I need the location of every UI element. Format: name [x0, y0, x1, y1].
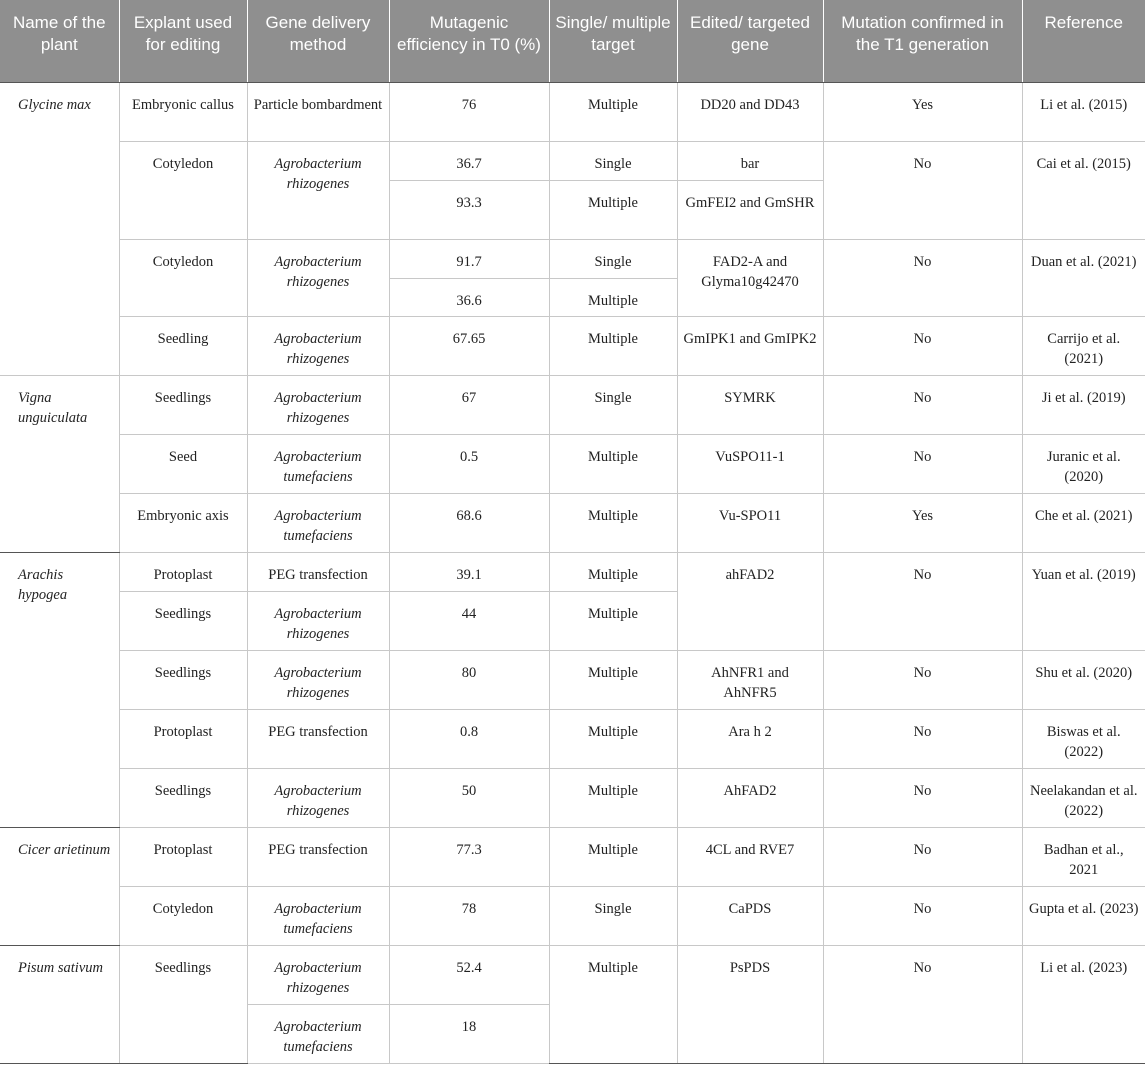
efficiency-cell: 36.6: [389, 278, 549, 316]
gene-cell: GmIPK1 and GmIPK2: [677, 316, 823, 375]
target-cell: Multiple: [549, 434, 677, 493]
table-row: [0, 316, 1145, 375]
delivery-cell: PEG transfection: [247, 709, 389, 768]
header-plant: Name of the plant: [0, 0, 119, 82]
efficiency-cell: 0.5: [389, 434, 549, 493]
efficiency-cell: 50: [389, 768, 549, 827]
header-delivery: Gene delivery method: [247, 0, 389, 82]
explant-cell: Seedlings: [119, 375, 247, 434]
gene-cell: FAD2-A and Glyma10g42470: [677, 239, 823, 316]
header-reference: Reference: [1022, 0, 1145, 82]
gene-cell: CaPDS: [677, 886, 823, 945]
reference-cell: Gupta et al. (2023): [1022, 886, 1145, 945]
gene-cell: ahFAD2: [677, 552, 823, 650]
target-cell: Single: [549, 141, 677, 180]
table-row: [0, 434, 1145, 493]
t1-cell: No: [823, 768, 1022, 827]
explant-cell: Protoplast: [119, 709, 247, 768]
reference-cell: Li et al. (2015): [1022, 82, 1145, 141]
reference-cell: Juranic et al. (2020): [1022, 434, 1145, 493]
table-row: [0, 552, 1145, 591]
table-row: [0, 493, 1145, 552]
efficiency-cell: 0.8: [389, 709, 549, 768]
delivery-cell: Agrobacterium rhizogenes: [247, 768, 389, 827]
table-row: [0, 886, 1145, 945]
gene-cell: PsPDS: [677, 945, 823, 1063]
delivery-cell: Agrobacterium tumefaciens: [247, 493, 389, 552]
reference-cell: Cai et al. (2015): [1022, 141, 1145, 239]
t1-cell: No: [823, 552, 1022, 650]
table-row: [0, 945, 1145, 1004]
table-row: [0, 650, 1145, 709]
table-row: [0, 239, 1145, 278]
explant-cell: Seedlings: [119, 650, 247, 709]
header-t1: Mutation confirmed in the T1 generation: [823, 0, 1022, 82]
t1-cell: Yes: [823, 493, 1022, 552]
table-row: [0, 141, 1145, 180]
plant-cell: Cicer arietinum: [0, 827, 119, 945]
target-cell: Multiple: [549, 709, 677, 768]
efficiency-cell: 78: [389, 886, 549, 945]
efficiency-cell: 67: [389, 375, 549, 434]
t1-cell: No: [823, 650, 1022, 709]
target-cell: Multiple: [549, 552, 677, 591]
delivery-cell: Agrobacterium rhizogenes: [247, 316, 389, 375]
target-cell: Multiple: [549, 650, 677, 709]
target-cell: Multiple: [549, 768, 677, 827]
delivery-cell: PEG transfection: [247, 552, 389, 591]
target-cell: Multiple: [549, 180, 677, 239]
target-cell: Multiple: [549, 827, 677, 886]
delivery-cell: Agrobacterium tumefaciens: [247, 434, 389, 493]
efficiency-cell: 52.4: [389, 945, 549, 1004]
explant-cell: Seed: [119, 434, 247, 493]
explant-cell: Seedlings: [119, 945, 247, 1063]
efficiency-cell: 68.6: [389, 493, 549, 552]
explant-cell: Cotyledon: [119, 239, 247, 316]
gene-cell: GmFEI2 and GmSHR: [677, 180, 823, 239]
efficiency-cell: 80: [389, 650, 549, 709]
gene-cell: Ara h 2: [677, 709, 823, 768]
reference-cell: Duan et al. (2021): [1022, 239, 1145, 316]
explant-cell: Seedlings: [119, 591, 247, 650]
gene-cell: bar: [677, 141, 823, 180]
delivery-cell: Agrobacterium tumefaciens: [247, 886, 389, 945]
gene-cell: SYMRK: [677, 375, 823, 434]
header-row: [0, 0, 1145, 82]
efficiency-cell: 36.7: [389, 141, 549, 180]
gene-cell: VuSPO11-1: [677, 434, 823, 493]
delivery-cell: Agrobacterium rhizogenes: [247, 375, 389, 434]
t1-cell: No: [823, 709, 1022, 768]
efficiency-cell: 91.7: [389, 239, 549, 278]
efficiency-cell: 39.1: [389, 552, 549, 591]
plant-cell: Pisum sativum: [0, 945, 119, 1063]
reference-cell: Shu et al. (2020): [1022, 650, 1145, 709]
reference-cell: Biswas et al. (2022): [1022, 709, 1145, 768]
target-cell: Multiple: [549, 278, 677, 316]
target-cell: Multiple: [549, 591, 677, 650]
efficiency-cell: 44: [389, 591, 549, 650]
header-explant: Explant used for editing: [119, 0, 247, 82]
efficiency-cell: 18: [389, 1004, 549, 1063]
header-gene: Edited/ targeted gene: [677, 0, 823, 82]
efficiency-cell: 93.3: [389, 180, 549, 239]
delivery-cell: Agrobacterium rhizogenes: [247, 945, 389, 1004]
target-cell: Single: [549, 886, 677, 945]
reference-cell: Li et al. (2023): [1022, 945, 1145, 1063]
reference-cell: Carrijo et al. (2021): [1022, 316, 1145, 375]
header-efficiency: Mutagenic efficiency in T0 (%): [389, 0, 549, 82]
gene-cell: DD20 and DD43: [677, 82, 823, 141]
delivery-cell: Agrobacterium rhizogenes: [247, 591, 389, 650]
table-row: [0, 827, 1145, 886]
efficiency-cell: 77.3: [389, 827, 549, 886]
target-cell: Single: [549, 375, 677, 434]
table-row: [0, 82, 1145, 141]
reference-cell: Badhan et al., 2021: [1022, 827, 1145, 886]
target-cell: Multiple: [549, 493, 677, 552]
header-target: Single/ multiple target: [549, 0, 677, 82]
t1-cell: No: [823, 375, 1022, 434]
gene-cell: 4CL and RVE7: [677, 827, 823, 886]
gene-cell: AhNFR1 and AhNFR5: [677, 650, 823, 709]
target-cell: Single: [549, 239, 677, 278]
target-cell: Multiple: [549, 82, 677, 141]
reference-cell: Che et al. (2021): [1022, 493, 1145, 552]
table-row: [0, 709, 1145, 768]
explant-cell: Embryonic callus: [119, 82, 247, 141]
explant-cell: Cotyledon: [119, 141, 247, 239]
explant-cell: Cotyledon: [119, 886, 247, 945]
gene-cell: AhFAD2: [677, 768, 823, 827]
t1-cell: No: [823, 886, 1022, 945]
reference-cell: Neelakandan et al. (2022): [1022, 768, 1145, 827]
reference-cell: Ji et al. (2019): [1022, 375, 1145, 434]
delivery-cell: Particle bombardment: [247, 82, 389, 141]
reference-cell: Yuan et al. (2019): [1022, 552, 1145, 650]
t1-cell: Yes: [823, 82, 1022, 141]
explant-cell: Seedlings: [119, 768, 247, 827]
gene-cell: Vu-SPO11: [677, 493, 823, 552]
table-row: [0, 768, 1145, 827]
explant-cell: Protoplast: [119, 827, 247, 886]
explant-cell: Embryonic axis: [119, 493, 247, 552]
table-row: [0, 375, 1145, 434]
plant-cell: Arachis hypogea: [0, 552, 119, 827]
explant-cell: Seedling: [119, 316, 247, 375]
t1-cell: No: [823, 434, 1022, 493]
efficiency-cell: 76: [389, 82, 549, 141]
explant-cell: Protoplast: [119, 552, 247, 591]
delivery-cell: Agrobacterium rhizogenes: [247, 239, 389, 316]
t1-cell: No: [823, 239, 1022, 316]
delivery-cell: PEG transfection: [247, 827, 389, 886]
plant-cell: Vigna unguiculata: [0, 375, 119, 552]
t1-cell: No: [823, 827, 1022, 886]
efficiency-cell: 67.65: [389, 316, 549, 375]
target-cell: Multiple: [549, 316, 677, 375]
plant-cell: Glycine max: [0, 82, 119, 375]
t1-cell: No: [823, 141, 1022, 239]
delivery-cell: Agrobacterium rhizogenes: [247, 141, 389, 239]
t1-cell: No: [823, 316, 1022, 375]
delivery-cell: Agrobacterium rhizogenes: [247, 650, 389, 709]
t1-cell: No: [823, 945, 1022, 1063]
delivery-cell: Agrobacterium tumefaciens: [247, 1004, 389, 1063]
target-cell: Multiple: [549, 945, 677, 1063]
